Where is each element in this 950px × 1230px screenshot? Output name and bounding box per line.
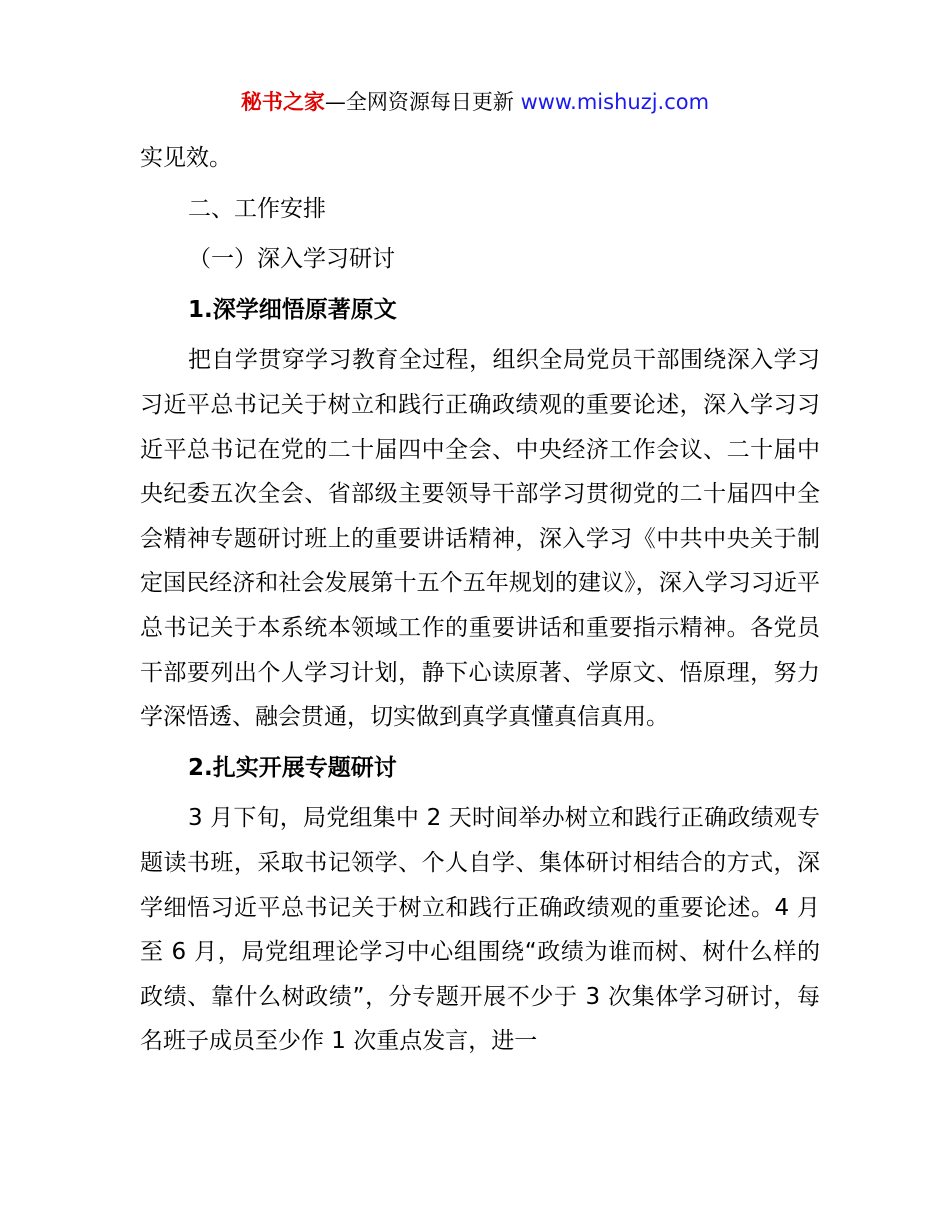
- item1-body: 把自学贯穿学习教育全过程，组织全局党员干部围绕深入学习习近平总书记关于树立和践行正确政绩观的重要论述，深入学习习近平总书记在党的二十届四中全会、中央经济工作会议、二十届中央纪委五次全会、省部级主要领导干部学习贯彻党的二十届四中全会精神专题研讨班上的重要讲话精神，深入学习《中共中央关于制定国民经济和社会发展第十五个五年规划的建议》，深入学习习近平总书记关于本系统本领域工作的重要讲话和重要指示精神。各党员干部要列出个人学习计划，静下心读原著、学原文、悟原理，努力学深悟透、融会贯通，切实做到真学真懂真信真用。: [140, 347, 820, 731]
- header-brand: 秘书之家: [240, 90, 325, 114]
- page-header: [0, 86, 950, 118]
- item2-heading: 2.扎实开展专题研讨: [188, 754, 397, 781]
- item1-heading: 1.深学细悟原著原文: [188, 296, 397, 323]
- item2-body: 3 月下旬，局党组集中 2 天时间举办树立和践行正确政绩观专题读书班，采取书记领学、个人自学、集体研讨相结合的方式，深学细悟习近平总书记关于树立和践行正确政绩观的重要论述。4 月至 6 月，局党组理论学习中心组围绕“政绩为谁而树、树什么样的政绩、靠什么树政绩”，分专题开展不少于 3 次集体学习研讨，每名班子成员至少作 1 次重点发言，进一: [140, 805, 820, 1055]
- header-tagline: —全网资源每日更新: [324, 90, 521, 114]
- paragraph-continuation: 实见效。: [140, 145, 232, 171]
- document-body: [140, 136, 820, 1064]
- subsection-heading: （一）深入学习研讨: [188, 246, 395, 273]
- header-url-link[interactable]: www.mishuzj.com: [520, 90, 710, 114]
- section-heading: 二、工作安排: [188, 195, 326, 222]
